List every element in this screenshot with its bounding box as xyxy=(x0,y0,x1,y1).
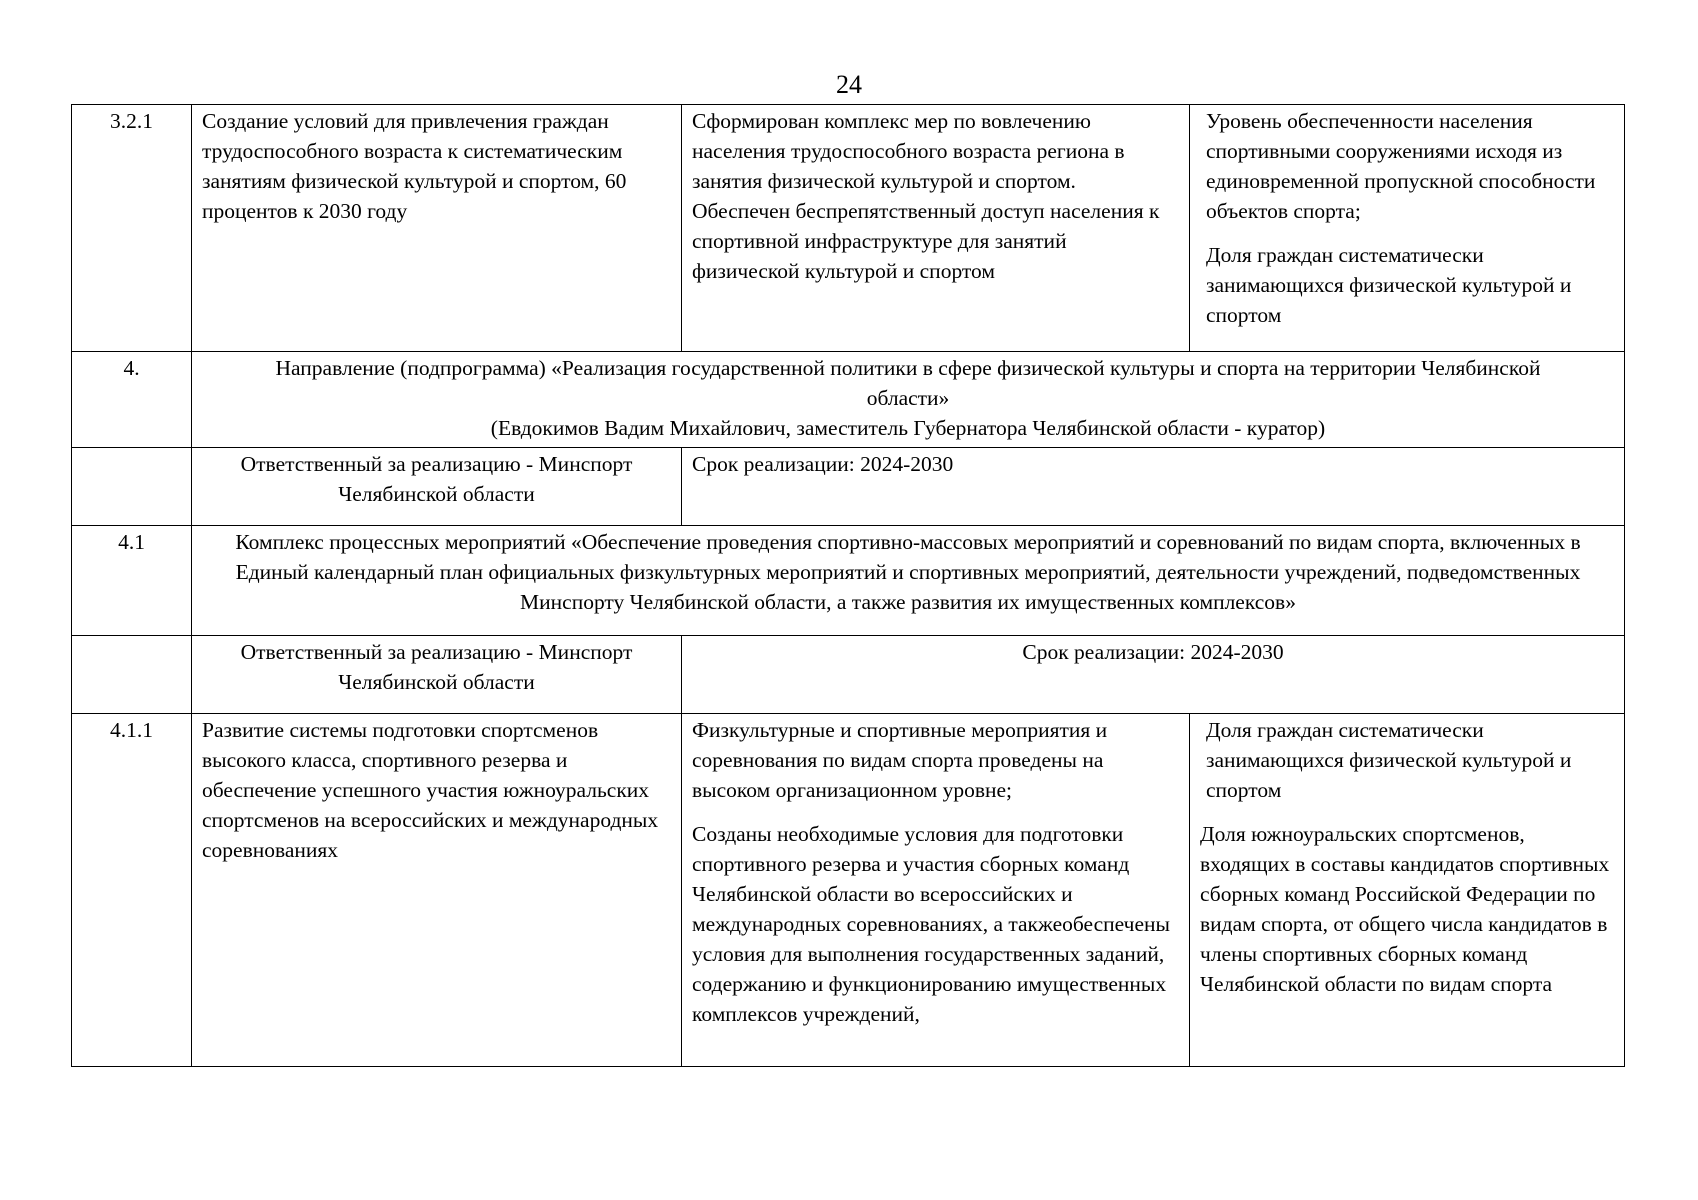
direction-curator: (Евдокимов Вадим Михайлович, заместитель Губернатора Челябинской области - куратор) xyxy=(490,416,1326,440)
indicators-cell xyxy=(1190,105,1625,352)
page-number: 24 xyxy=(836,70,862,99)
row-number: 3.2.1 xyxy=(72,105,192,352)
indicators-cell xyxy=(1190,714,1625,1067)
result-cell xyxy=(682,714,1190,1067)
direction-cell xyxy=(192,352,1625,448)
indicator-text: Доля южноуральских спортсменов, входящих в составы кандидатов спортивных сборных команд Российской Федерации по видам спорта, от общего числа кандидатов в члены спортивных сборных команд Челябинской области по видам спорта xyxy=(1200,822,1610,996)
table-row-3-2-1 xyxy=(72,105,1625,352)
table-row-4-1-1 xyxy=(72,714,1625,1067)
indicator-text: Уровень обеспеченности населения спортивными сооружениями исходя из единовременной пропускной способности объектов спорта; xyxy=(1206,109,1596,223)
result-cell: Сформирован комплекс мер по вовлечению населения трудоспособного возраста региона в занятия физической культурой и спортом. Обеспечен беспрепятственный доступ населения к спортивной инфраструктуре для занятий физической культурой и спортом xyxy=(682,105,1190,352)
table-row-4 xyxy=(72,352,1625,448)
task-cell: Развитие системы подготовки спортсменов высокого класса, спортивного резерва и обеспечение успешного участия южноуральских спортсменов на всероссийских и международных соревнованиях xyxy=(192,714,682,1067)
table-row-4-1-responsible xyxy=(72,636,1625,714)
direction-title: Направление (подпрограмма) «Реализация государственной политики в сфере физической культуры и спорта на территории Челябинской области» xyxy=(275,356,1541,410)
task-cell: Создание условий для привлечения граждан трудоспособного возраста к систематическим занятиям физической культурой и спортом, 60 процентов к 2030 году xyxy=(192,105,682,352)
row-number: 4.1.1 xyxy=(72,714,192,1067)
row-number: 4.1 xyxy=(72,526,192,636)
responsible-cell: Ответственный за реализацию - Минспорт Челябинской области xyxy=(192,636,682,714)
term-cell: Срок реализации: 2024-2030 xyxy=(682,448,1625,526)
table-row-4-responsible xyxy=(72,448,1625,526)
responsible-cell: Ответственный за реализацию - Минспорт Челябинской области xyxy=(192,448,682,526)
row-number: 4. xyxy=(72,352,192,448)
term-cell: Срок реализации: 2024-2030 xyxy=(682,636,1625,714)
program-table xyxy=(71,104,1625,1067)
indicator-text: Доля граждан систематически занимающихся физической культурой и спортом xyxy=(1206,243,1572,327)
empty-cell xyxy=(72,636,192,714)
complex-cell: Комплекс процессных мероприятий «Обеспечение проведения спортивно-массовых мероприятий и соревнований по видам спорта, включенных в Единый календарный план официальных физкультурных мероприятий и спортивных мероприятий, деятельности учреждений, подведомственных Минспорту Челябинской области, а также развития их имущественных комплексов» xyxy=(192,526,1625,636)
result-text: Физкультурные и спортивные мероприятия и соревнования по видам спорта проведены на высоком организационном уровне; xyxy=(692,718,1108,802)
empty-cell xyxy=(72,448,192,526)
table-row-4-1 xyxy=(72,526,1625,636)
result-text: Созданы необходимые условия для подготовки спортивного резерва и участия сборных команд Челябинской области во всероссийских и международных соревнованиях, а такжеобеспечены условия для выполнения государственных заданий, содержанию и функционированию имущественных комплексов учреждений, xyxy=(692,822,1170,1026)
indicator-text: Доля граждан систематически занимающихся физической культурой и спортом xyxy=(1206,718,1572,802)
